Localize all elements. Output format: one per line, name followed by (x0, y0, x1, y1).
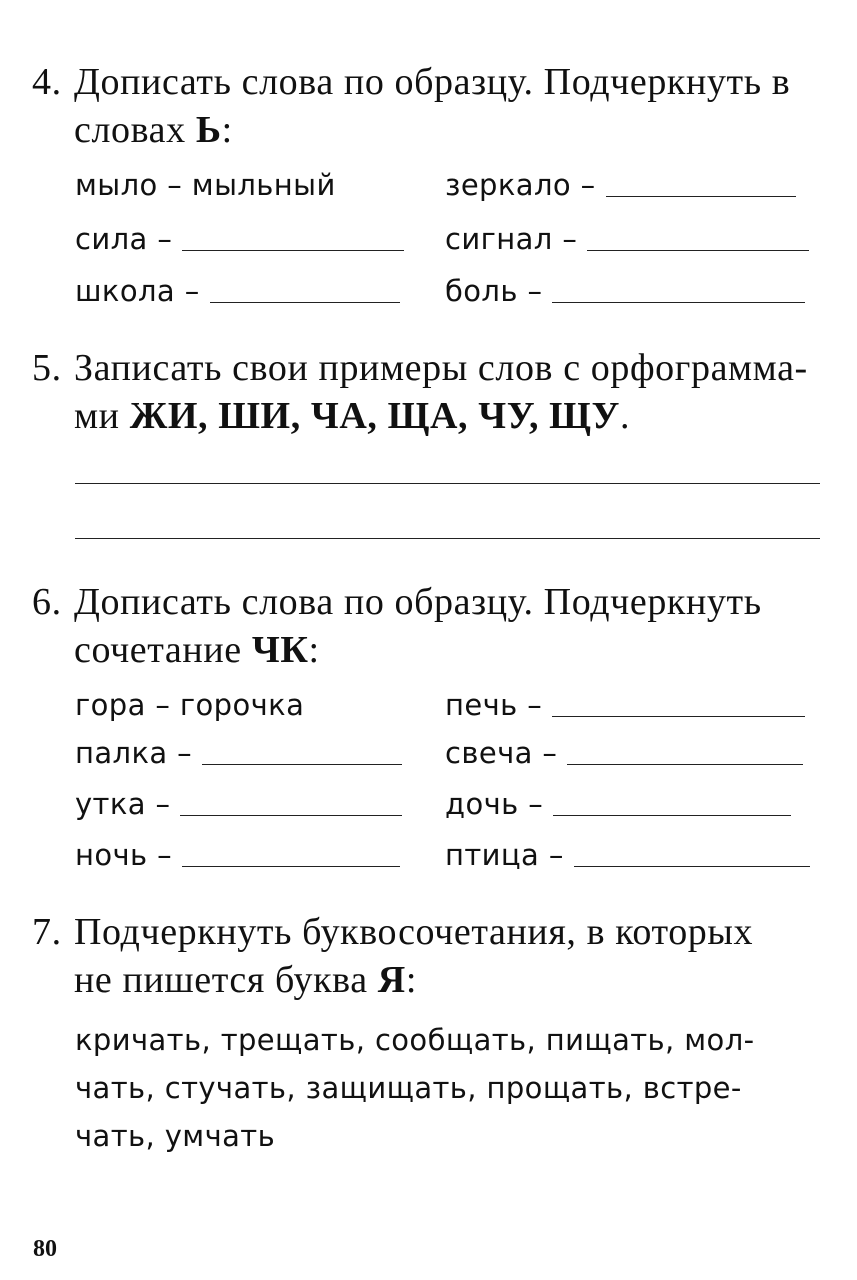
word: свеча – (445, 736, 558, 770)
task-6-item-3 (75, 736, 402, 770)
task-5-heading (32, 344, 832, 440)
task-6-item-6 (445, 787, 791, 821)
task-6-number: 6. (32, 581, 62, 623)
word: сила – (75, 222, 173, 256)
sample-answer: горочка (179, 688, 305, 722)
word: зеркало – (445, 168, 596, 202)
word: печь – (445, 688, 543, 722)
task-4-line-2: словах (74, 109, 196, 151)
task-4-heading (32, 58, 832, 154)
task-7-heading (32, 908, 832, 1004)
word-list-line-2: чать, стучать, защищать, прощать, встре- (75, 1071, 742, 1105)
answer-blank[interactable] (552, 715, 805, 717)
task-5-line-2: ми (74, 395, 130, 437)
task-6-line-1: Дописать слова по образцу. Подчеркнуть (74, 581, 762, 623)
word: утка – (75, 787, 171, 821)
word: школа – (75, 274, 200, 308)
word: сигнал – (445, 222, 578, 256)
sample-answer: мыльный (191, 168, 336, 202)
task-7-bold-letter: Я (377, 959, 406, 1001)
answer-blank[interactable] (202, 763, 402, 765)
task-6-item-4 (445, 736, 803, 770)
task-6-colon: : (308, 629, 320, 671)
task-7-word-list (75, 1016, 755, 1160)
task-6-bold-letters: ЧК (251, 629, 309, 671)
task-5-number: 5. (32, 347, 62, 389)
writing-line-1[interactable] (75, 483, 820, 484)
page-number: 80 (33, 1236, 57, 1262)
answer-blank[interactable] (553, 814, 791, 816)
task-5-bold-syllables: ЖИ, ШИ, ЧА, ЩА, ЧУ, ЩУ (129, 395, 621, 437)
task-4-item-5 (75, 274, 400, 308)
answer-blank[interactable] (574, 865, 810, 867)
task-4-item-2 (445, 168, 796, 202)
answer-blank[interactable] (587, 249, 809, 251)
answer-blank[interactable] (552, 301, 805, 303)
answer-blank[interactable] (210, 301, 400, 303)
task-4-item-6 (445, 274, 805, 308)
task-6-heading (32, 578, 832, 674)
task-5-period: . (620, 395, 631, 437)
task-4-item-1 (75, 168, 336, 202)
task-7-number: 7. (32, 911, 62, 953)
word: палка – (75, 736, 193, 770)
answer-blank[interactable] (182, 865, 400, 867)
answer-blank[interactable] (567, 763, 803, 765)
task-4-item-4 (445, 222, 809, 256)
task-4-colon: : (221, 109, 233, 151)
task-7-line-2: не пишется буква (74, 959, 378, 1001)
task-6-item-7 (75, 838, 400, 872)
task-4-line-1: Дописать слова по образцу. Подчеркнуть в (74, 61, 791, 103)
task-7-line-1: Подчеркнуть буквосочетания, в которых (74, 911, 754, 953)
word: мыло – (75, 168, 183, 202)
task-6-item-2 (445, 688, 805, 722)
writing-line-2[interactable] (75, 538, 820, 539)
task-4-bold-letter: Ь (195, 109, 222, 151)
task-6-item-5 (75, 787, 402, 821)
task-6-item-8 (445, 838, 810, 872)
task-6-item-1 (75, 688, 304, 722)
word: дочь – (445, 787, 544, 821)
word: боль – (445, 274, 543, 308)
task-5-line-1: Записать свои примеры слов с орфограмма- (74, 347, 808, 389)
word: ночь – (75, 838, 173, 872)
task-6-line-2: сочетание (74, 629, 252, 671)
answer-blank[interactable] (180, 814, 402, 816)
task-4-number: 4. (32, 61, 62, 103)
word-list-line-1: кричать, трещать, сообщать, пищать, мол- (75, 1023, 755, 1057)
answer-blank[interactable] (606, 195, 796, 197)
word: птица – (445, 838, 564, 872)
word-list-line-3: чать, умчать (75, 1119, 276, 1153)
task-7-colon: : (405, 959, 417, 1001)
task-4-item-3 (75, 222, 404, 256)
word: гора – (75, 688, 171, 722)
answer-blank[interactable] (182, 249, 404, 251)
